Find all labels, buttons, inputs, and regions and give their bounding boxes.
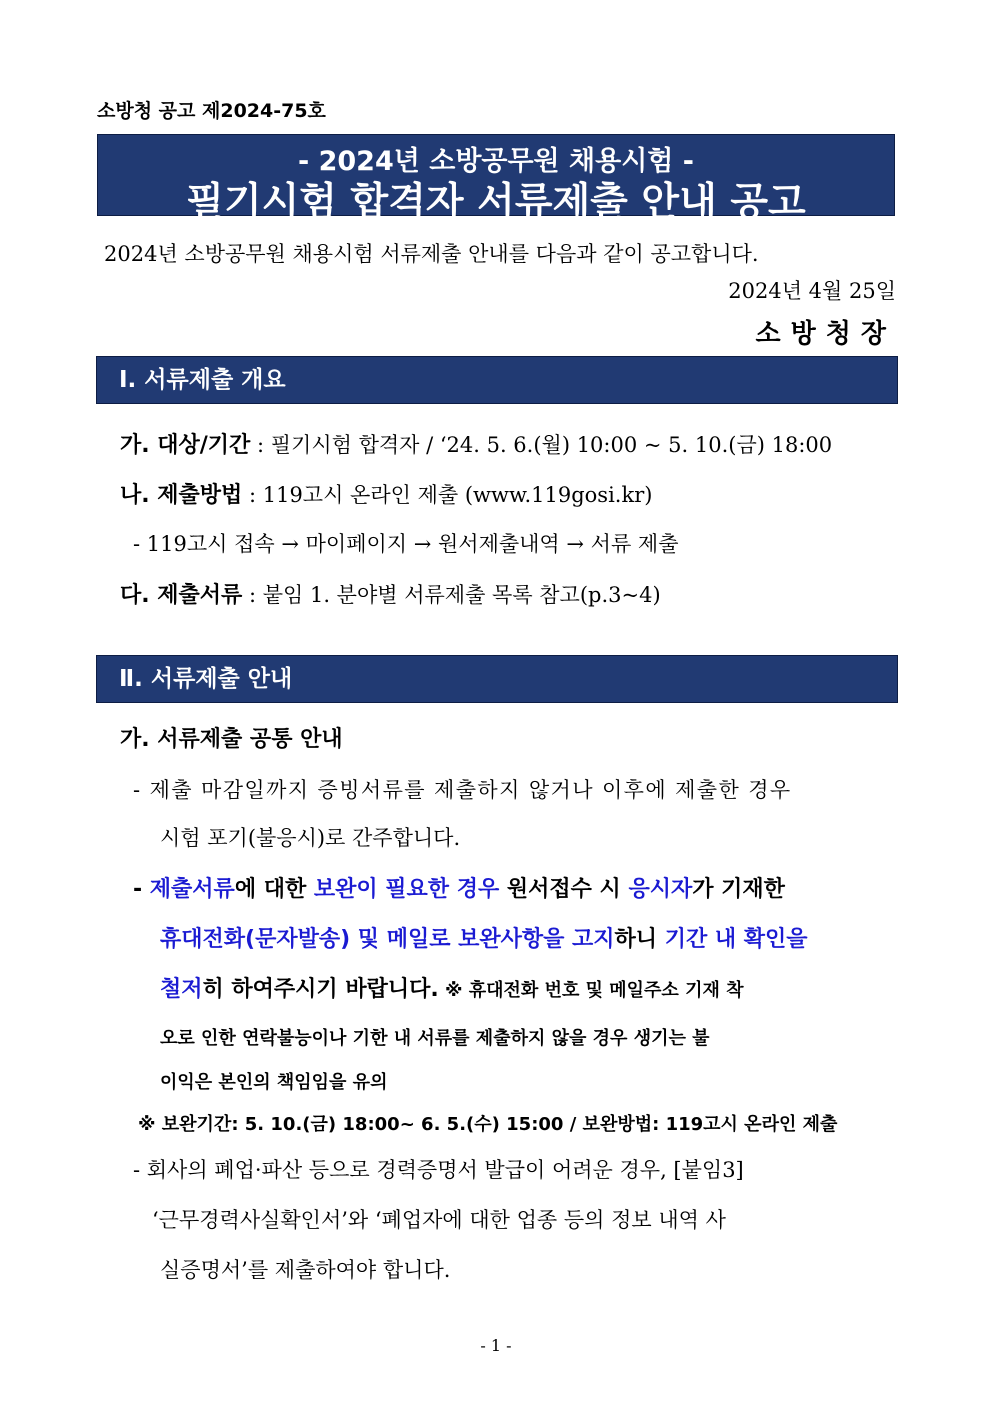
issuer: 소방청장	[755, 319, 896, 349]
bullet1-line1: - 제출 마감일까지 증빙서류를 제출하지 않거나 이후에 제출한 경우	[133, 778, 792, 802]
item-method-steps: - 119고시 접속 → 마이페이지 → 원서제출내역 → 서류 제출	[133, 532, 679, 556]
highlight: 보완이 필요한 경우	[313, 877, 500, 902]
section2-subheading: 가. 서류제출 공통 안내	[120, 727, 343, 752]
item-target-period	[120, 428, 832, 459]
notice-number: 소방청 공고 제2024-75호	[97, 100, 326, 122]
bullet3-line3: 실증명서’를 제출하여야 합니다.	[160, 1258, 451, 1282]
highlight: 제출서류	[149, 877, 235, 902]
text: 원서접수 시	[499, 877, 629, 902]
page-number: - 1 -	[480, 1336, 512, 1355]
bullet2-note-line3: 이익은 본인의 책임임을 유의	[160, 1072, 388, 1093]
bullet3-line2: ‘근무경력사실확인서’와 ‘폐업자에 대한 업종 등의 정보 내역 사	[152, 1208, 726, 1232]
bullet2-line1	[133, 872, 785, 903]
highlight: 응시자	[628, 877, 693, 902]
item-sep: :	[242, 583, 263, 607]
text: 히 하여주시기 바랍니다.	[202, 977, 439, 1002]
item-label: 나. 제출방법	[120, 483, 243, 508]
text: 에 대한	[234, 877, 314, 902]
text: 하니	[614, 927, 665, 952]
notice-date: 2024년 4월 25일	[728, 279, 896, 303]
highlight: 철저	[160, 977, 203, 1002]
item-label: 가. 대상/기간	[120, 433, 251, 458]
title-banner	[97, 134, 895, 225]
text: 가 기재한	[692, 877, 785, 902]
title-line1: - 2024년 소방공무원 채용시험 -	[298, 146, 694, 177]
note-text: ※ 휴대전화 번호 및 메일주소 기재 착	[438, 980, 744, 1001]
item-sep: :	[250, 433, 271, 457]
dash: -	[133, 877, 150, 902]
item-sep: :	[242, 483, 263, 507]
bullet1-line2: 시험 포기(불응시)로 간주합니다.	[160, 826, 461, 850]
bullet2-line2	[160, 922, 808, 953]
item-method	[120, 478, 652, 509]
item-label: 다. 제출서류	[120, 583, 243, 608]
highlight: 휴대전화(문자발송) 및 메일로 보완사항을 고지	[160, 927, 615, 952]
page-title: 필기시험 합격자 서류제출 안내 공고	[186, 180, 806, 225]
bullet2-line3	[160, 972, 744, 1003]
bullet2-note-line2: 오로 인한 연락불능이나 기한 내 서류를 제출하지 않을 경우 생기는 불	[160, 1028, 710, 1049]
item-text: 119고시 온라인 제출 (www.119gosi.kr)	[262, 483, 653, 507]
item-documents	[120, 578, 661, 609]
section1-heading: Ⅰ. 서류제출 개요	[96, 356, 898, 404]
supplement-period: ※ 보완기간: 5. 10.(금) 18:00~ 6. 5.(수) 15:00 / 보완방법: 119고시 온라인 제출	[138, 1114, 838, 1135]
highlight: 기간 내 확인을	[664, 927, 808, 952]
item-text: 붙임 1. 분야별 서류제출 목록 참고(p.3~4)	[262, 583, 661, 607]
section2-heading: Ⅱ. 서류제출 안내	[96, 655, 898, 703]
item-text: 필기시험 합격자 / ‘24. 5. 6.(월) 10:00 ~ 5. 10.(금) 18:00	[270, 433, 833, 457]
intro-text: 2024년 소방공무원 채용시험 서류제출 안내를 다음과 같이 공고합니다.	[104, 242, 759, 266]
bullet3-line1: - 회사의 폐업·파산 등으로 경력증명서 발급이 어려운 경우, [붙임3]	[133, 1158, 744, 1182]
